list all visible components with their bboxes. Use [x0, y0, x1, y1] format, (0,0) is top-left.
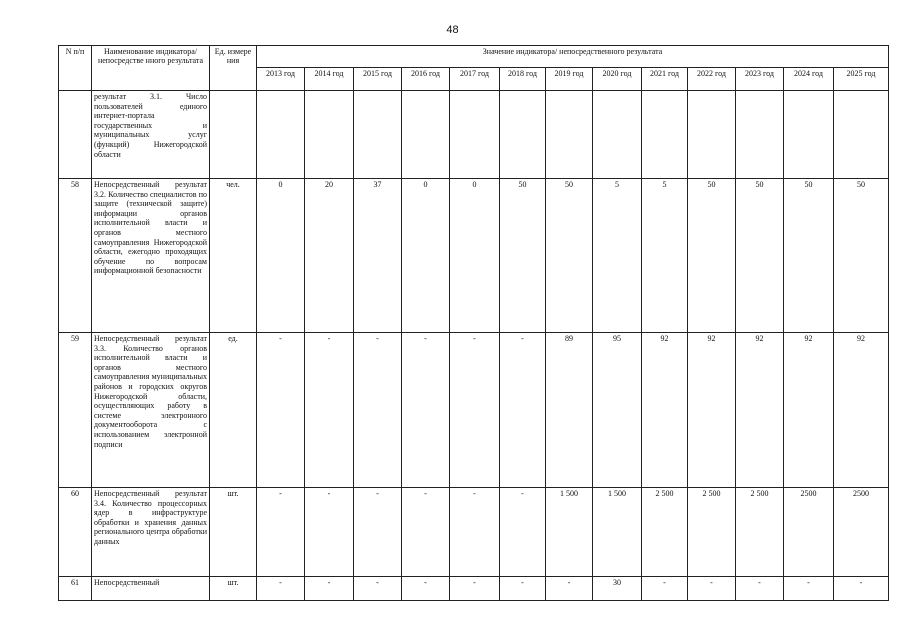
header-row-1 — [59, 46, 889, 68]
value-cell: 1 500 — [546, 488, 593, 577]
value-cell: - — [402, 488, 450, 577]
header-year: 2016 год — [402, 68, 450, 91]
value-cell: 0 — [450, 179, 500, 333]
value-cell: - — [450, 333, 500, 488]
header-year: 2015 год — [354, 68, 402, 91]
indicator-name: Непосредственный — [92, 577, 210, 601]
value-cell — [642, 91, 688, 179]
value-cell: - — [257, 488, 305, 577]
header-year: 2014 год — [305, 68, 354, 91]
unit-cell: ед. — [210, 333, 257, 488]
value-cell: - — [402, 333, 450, 488]
table-body — [59, 91, 889, 601]
header-year: 2018 год — [500, 68, 546, 91]
value-cell: 89 — [546, 333, 593, 488]
header-year: 2024 год — [784, 68, 834, 91]
value-cell: - — [450, 488, 500, 577]
value-cell: 37 — [354, 179, 402, 333]
value-cell: - — [257, 577, 305, 601]
value-cell: - — [305, 577, 354, 601]
unit-cell: чел. — [210, 179, 257, 333]
header-year: 2023 год — [736, 68, 784, 91]
value-cell: 92 — [784, 333, 834, 488]
value-cell — [546, 91, 593, 179]
value-cell — [354, 91, 402, 179]
value-cell: - — [354, 333, 402, 488]
header-num: N п/п — [59, 46, 92, 91]
indicators-table — [58, 45, 889, 601]
value-cell — [593, 91, 642, 179]
value-cell: - — [305, 488, 354, 577]
value-cell — [688, 91, 736, 179]
value-cell: - — [688, 577, 736, 601]
value-cell: - — [784, 577, 834, 601]
header-year: 2025 год — [834, 68, 889, 91]
value-cell: - — [402, 577, 450, 601]
value-cell: 50 — [500, 179, 546, 333]
value-cell: 0 — [402, 179, 450, 333]
row-number: 58 — [59, 179, 92, 333]
value-cell: - — [834, 577, 889, 601]
indicator-name: Непосредственный результат 3.2. Количество специалистов по защите (технической защите) информации органов исполнительной власти и органов местного самоуправления Нижегородской области, ежегодно проходящих обучение по вопросам информационной безопасности — [92, 179, 210, 333]
value-cell: 50 — [546, 179, 593, 333]
value-cell: 2 500 — [688, 488, 736, 577]
value-cell — [450, 91, 500, 179]
indicator-name: результат 3.1. Число пользователей единого интернет-портала государственных и муниципальных услуг (функций) Нижегородской области — [92, 91, 210, 179]
value-cell — [402, 91, 450, 179]
value-cell: 1 500 — [593, 488, 642, 577]
header-year: 2020 год — [593, 68, 642, 91]
table-row — [59, 91, 889, 179]
value-cell: 95 — [593, 333, 642, 488]
value-cell: 5 — [642, 179, 688, 333]
header-year: 2017 год — [450, 68, 500, 91]
header-unit: Ед. измере ния — [210, 46, 257, 91]
value-cell — [305, 91, 354, 179]
value-cell: - — [257, 333, 305, 488]
value-cell: - — [450, 577, 500, 601]
header-year: 2022 год — [688, 68, 736, 91]
row-number: 59 — [59, 333, 92, 488]
table-row — [59, 333, 889, 488]
indicator-name: Непосредственный результат 3.4. Количество процессорных ядер в инфраструктуре обработки и хранения данных регионального центра обработки данных — [92, 488, 210, 577]
value-cell: 50 — [784, 179, 834, 333]
value-cell — [500, 91, 546, 179]
value-cell: - — [736, 577, 784, 601]
page-number: 48 — [446, 24, 459, 36]
value-cell: 50 — [736, 179, 784, 333]
row-number: 61 — [59, 577, 92, 601]
header-name: Наименование индикатора/непосредстве нного результата — [92, 46, 210, 91]
value-cell: 50 — [834, 179, 889, 333]
value-cell: - — [546, 577, 593, 601]
header-year: 2013 год — [257, 68, 305, 91]
table-row — [59, 577, 889, 601]
value-cell — [257, 91, 305, 179]
value-cell: - — [354, 488, 402, 577]
table-row — [59, 179, 889, 333]
value-cell — [736, 91, 784, 179]
value-cell: 2500 — [784, 488, 834, 577]
unit-cell — [210, 91, 257, 179]
value-cell: 0 — [257, 179, 305, 333]
value-cell — [834, 91, 889, 179]
value-cell: - — [500, 577, 546, 601]
value-cell: 50 — [688, 179, 736, 333]
value-cell: 2 500 — [642, 488, 688, 577]
value-cell: - — [305, 333, 354, 488]
value-cell: - — [642, 577, 688, 601]
value-cell: 20 — [305, 179, 354, 333]
value-cell: 5 — [593, 179, 642, 333]
header-year: 2021 год — [642, 68, 688, 91]
indicator-name: Непосредственный результат 3.3. Количество органов исполнительной власти и органов местного самоуправления муниципальных районов и городских округов Нижегородской области, осуществляющих работу в системе электронного документооборота с использованием электронной подписи — [92, 333, 210, 488]
value-cell: 92 — [642, 333, 688, 488]
value-cell: - — [500, 488, 546, 577]
value-cell: - — [500, 333, 546, 488]
header-values-group: Значение индикатора/ непосредственного результата — [257, 46, 889, 68]
table-row — [59, 488, 889, 577]
value-cell: - — [354, 577, 402, 601]
row-number: 60 — [59, 488, 92, 577]
value-cell: 30 — [593, 577, 642, 601]
value-cell — [784, 91, 834, 179]
value-cell: 92 — [688, 333, 736, 488]
value-cell: 92 — [834, 333, 889, 488]
value-cell: 2500 — [834, 488, 889, 577]
value-cell: 92 — [736, 333, 784, 488]
value-cell: 2 500 — [736, 488, 784, 577]
unit-cell: шт. — [210, 488, 257, 577]
row-number — [59, 91, 92, 179]
header-year: 2019 год — [546, 68, 593, 91]
unit-cell: шт. — [210, 577, 257, 601]
